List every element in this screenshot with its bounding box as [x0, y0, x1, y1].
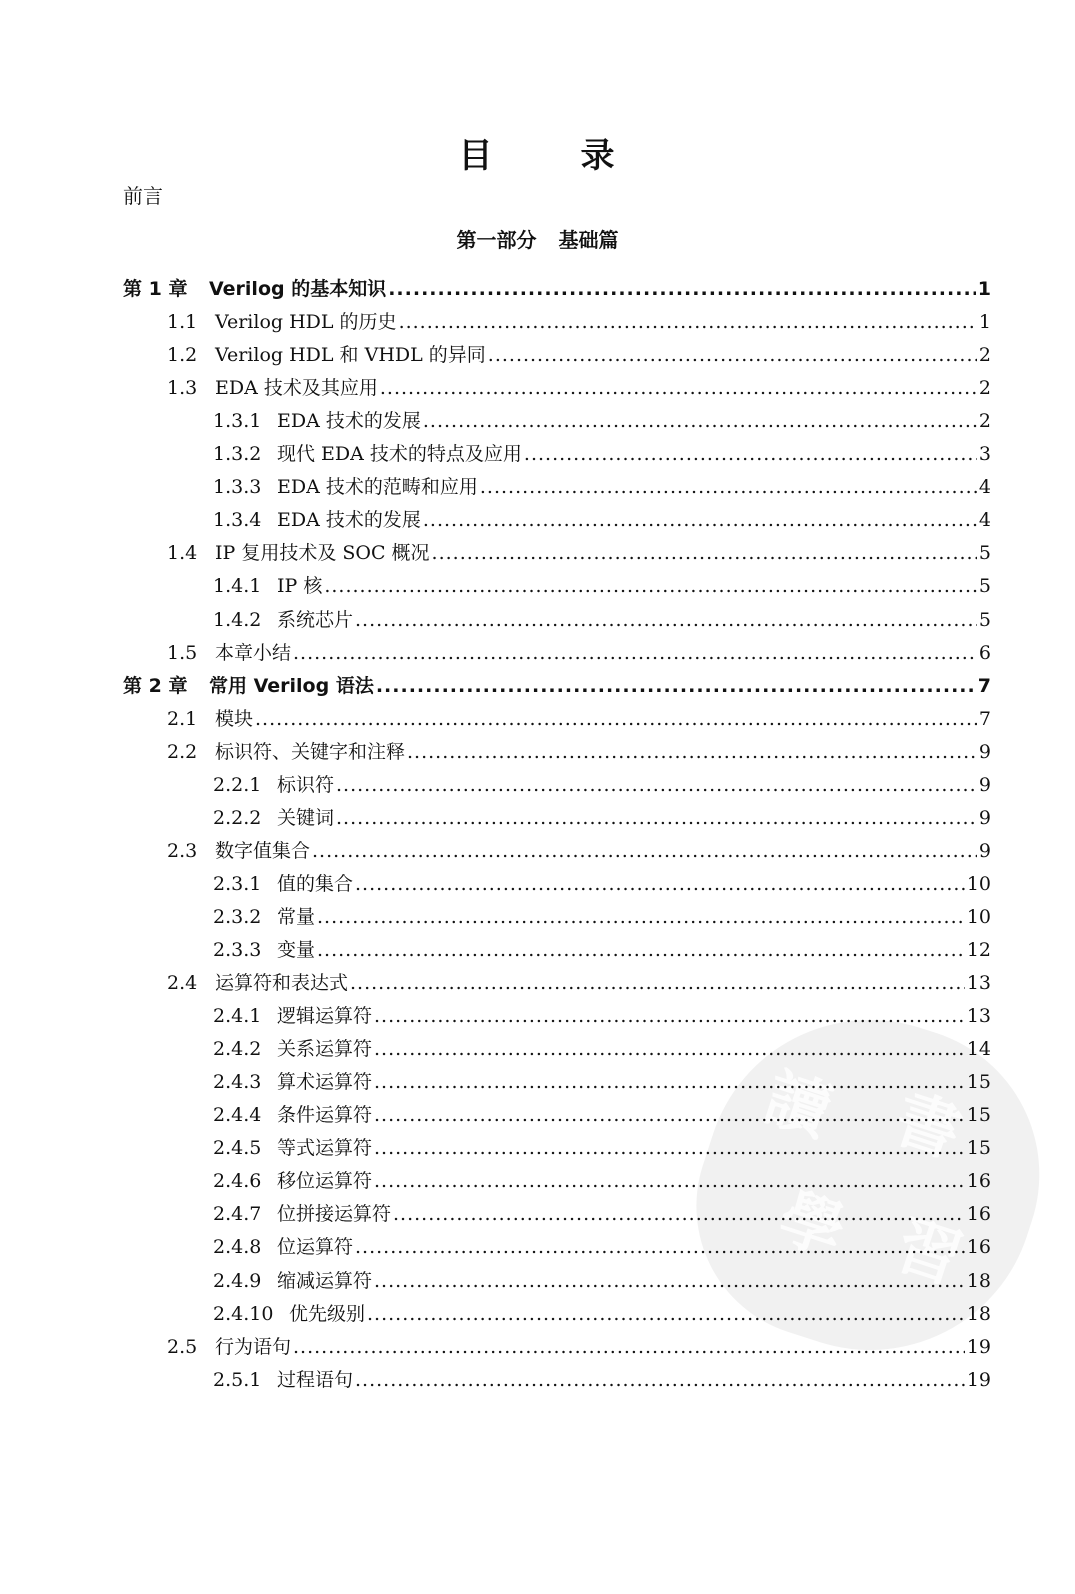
toc-entry-title: 标识符 — [277, 773, 335, 796]
page-title — [0, 128, 1075, 177]
toc-entry-subsection — [213, 1166, 991, 1196]
toc-entry-page: 2 — [978, 344, 991, 367]
toc-entry-page: 4 — [978, 509, 991, 532]
toc-entry-page: 19 — [966, 1335, 991, 1358]
toc-entry-subsection — [213, 869, 991, 899]
toc-dot-leader — [367, 1303, 965, 1325]
toc-entry-page: 1 — [978, 311, 991, 334]
toc-entry-number: 2.4.10 — [213, 1302, 274, 1325]
toc-dot-leader — [374, 1104, 965, 1126]
watermark-stamp: 讀 書 學 習 — [662, 977, 1075, 1393]
toc-entry-subsection — [213, 1034, 991, 1064]
toc-dot-leader — [480, 476, 977, 498]
toc-entry-title: 系统芯片 — [277, 608, 354, 631]
toc-entry-section — [167, 307, 991, 337]
toc-entry-page: 9 — [978, 806, 991, 829]
toc-entry-title: Verilog 的基本知识 — [209, 278, 387, 300]
toc-entry-number: 1.3.2 — [213, 443, 262, 466]
toc-entry-number: 2.2 — [167, 740, 198, 763]
toc-entry-page: 1 — [977, 278, 991, 300]
toc-entry-page: 15 — [966, 1104, 991, 1127]
toc-dot-leader — [317, 906, 965, 928]
toc-entry-number: 2.3 — [167, 839, 198, 862]
toc-dot-leader — [423, 509, 977, 531]
toc-entry-page: 16 — [966, 1236, 991, 1259]
toc-entry-title: 关键词 — [277, 806, 335, 829]
toc-dot-leader — [293, 1336, 965, 1358]
toc-entry-number: 2.4.7 — [213, 1203, 262, 1226]
toc-entry-page: 5 — [978, 575, 991, 598]
toc-entry-number: 2.4 — [167, 972, 198, 995]
toc-dot-leader — [393, 1203, 965, 1225]
toc-entry-title: 模块 — [215, 707, 254, 730]
toc-dot-leader — [293, 642, 977, 664]
toc-entry-number: 第 2 章 — [123, 674, 188, 697]
toc-entry-title: 位拼接运算符 — [277, 1203, 392, 1226]
toc-entry-page: 2 — [978, 410, 991, 433]
toc-entry-number: 2.4.3 — [213, 1071, 262, 1094]
toc-dot-leader — [376, 675, 976, 697]
toc-dot-leader — [399, 311, 977, 333]
toc-entry-number: 2.2.2 — [213, 806, 262, 829]
toc-entry-subsection — [213, 1232, 991, 1262]
toc-entry-subsection — [213, 1299, 991, 1329]
toc-entry-title: 行为语句 — [215, 1335, 292, 1358]
toc-dot-leader — [374, 1038, 965, 1060]
toc-dot-leader — [350, 972, 965, 994]
toc-entry-page: 15 — [966, 1071, 991, 1094]
toc-entry-page: 9 — [978, 839, 991, 862]
toc-entry-subsection — [213, 1001, 991, 1031]
toc-dot-leader — [374, 1071, 965, 1093]
toc-entry-section — [167, 836, 991, 866]
toc-entry-page: 9 — [978, 773, 991, 796]
toc-entry-title: 标识符、关键字和注释 — [215, 740, 406, 763]
toc-entry-page: 10 — [966, 905, 991, 928]
toc-dot-leader — [355, 873, 965, 895]
toc-entry-subsection — [213, 406, 991, 436]
toc-entry-subsection — [213, 803, 991, 833]
title-left: 目 — [458, 136, 495, 176]
toc-entry-page: 16 — [966, 1170, 991, 1193]
toc-entry-title: 等式运算符 — [277, 1137, 373, 1160]
toc-entry-page: 7 — [977, 674, 991, 697]
toc-entry-page: 13 — [966, 972, 991, 995]
toc-entry-title: Verilog HDL 和 VHDL 的异同 — [215, 344, 486, 367]
toc-dot-leader — [407, 741, 977, 763]
toc-entry-section — [167, 638, 991, 668]
toc-entry-number: 1.2 — [167, 344, 198, 367]
toc-entry-title: 位运算符 — [277, 1236, 354, 1259]
toc-dot-leader — [336, 774, 977, 796]
toc-dot-leader — [317, 939, 965, 961]
toc-dot-leader — [374, 1270, 965, 1292]
toc-entry-title: 变量 — [277, 939, 316, 961]
toc-entry-section — [167, 373, 991, 403]
toc-entry-number: 2.1 — [167, 707, 198, 730]
toc-entry-section — [167, 704, 991, 734]
toc-entry-subsection — [213, 1133, 991, 1163]
toc-entry-subsection — [213, 770, 991, 800]
toc-entry-title: EDA 技术的范畴和应用 — [277, 476, 478, 499]
toc-entry-number: 1.5 — [167, 641, 198, 664]
toc-entry-title: 优先级别 — [289, 1302, 366, 1325]
toc-entry-number: 2.4.6 — [213, 1170, 262, 1193]
toc-entry-subsection — [213, 1266, 991, 1296]
toc-entry-subsection — [213, 605, 991, 635]
toc-dot-leader — [355, 1236, 965, 1258]
toc-entry-number: 1.3 — [167, 377, 198, 400]
toc-entry-title: 条件运算符 — [277, 1104, 373, 1127]
toc-entry-number: 1.3.3 — [213, 476, 262, 499]
toc-entry-title: EDA 技术的发展 — [277, 509, 421, 532]
toc-entry-title: 现代 EDA 技术的特点及应用 — [277, 443, 522, 466]
toc-dot-leader — [355, 1369, 965, 1391]
toc-entry-subsection — [213, 1199, 991, 1229]
toc-entry-subsection — [213, 935, 991, 965]
toc-entry-title: 数字值集合 — [215, 839, 311, 862]
toc-entry-title: 常用 Verilog 语法 — [209, 674, 374, 697]
toc-entry-title: 过程语句 — [277, 1368, 354, 1391]
toc-dot-leader — [374, 1170, 965, 1192]
toc-entry-title: EDA 技术及其应用 — [215, 377, 378, 400]
part-number: 第一部分 — [456, 228, 537, 252]
toc-entry-chapter — [123, 274, 991, 304]
toc-dot-leader — [374, 1137, 965, 1159]
toc-entry-page: 12 — [966, 939, 991, 961]
toc-entry-number: 第 1 章 — [123, 278, 188, 300]
toc-entry-title: 算术运算符 — [277, 1071, 373, 1094]
preface-entry: 前言 — [123, 184, 163, 208]
toc-entry-page: 18 — [966, 1269, 991, 1292]
toc-dot-leader — [336, 807, 977, 829]
toc-dot-leader — [355, 609, 977, 631]
toc-entry-section — [167, 538, 991, 568]
toc-entry-number: 2.4.9 — [213, 1269, 262, 1292]
toc-entry-number: 2.3.3 — [213, 939, 262, 961]
toc-entry-page: 4 — [978, 476, 991, 499]
toc-entry-number: 2.4.1 — [213, 1005, 262, 1028]
toc-entry-title: 缩减运算符 — [277, 1269, 373, 1292]
toc-entry-title: 运算符和表达式 — [215, 972, 349, 995]
toc-entry-title: 逻辑运算符 — [277, 1005, 373, 1028]
toc-entry-title: 常量 — [277, 905, 316, 928]
toc-entry-subsection — [213, 1067, 991, 1097]
toc-entry-page: 5 — [978, 542, 991, 565]
toc-dot-leader — [488, 344, 977, 366]
toc-dot-leader — [423, 410, 977, 432]
toc-entry-page: 10 — [966, 872, 991, 895]
toc-entry-title: 关系运算符 — [277, 1038, 373, 1061]
toc-entry-page: 6 — [978, 641, 991, 664]
toc-entry-number: 2.3.1 — [213, 872, 262, 895]
toc-entry-number: 2.4.5 — [213, 1137, 262, 1160]
toc-entry-number: 2.3.2 — [213, 905, 262, 928]
toc-entry-subsection — [213, 1100, 991, 1130]
toc-entry-chapter — [123, 671, 991, 701]
toc-entry-subsection — [213, 571, 991, 601]
toc-entry-number: 2.4.8 — [213, 1236, 262, 1259]
toc-entry-subsection — [213, 902, 991, 932]
toc-entry-number: 1.3.4 — [213, 509, 262, 532]
toc-entry-page: 9 — [978, 740, 991, 763]
toc-entry-number: 1.4.1 — [213, 575, 262, 598]
toc-entry-page: 5 — [978, 608, 991, 631]
toc-dot-leader — [255, 708, 977, 730]
toc-dot-leader — [312, 840, 977, 862]
toc-dot-leader — [524, 443, 977, 465]
toc-entry-page: 14 — [966, 1038, 991, 1061]
toc-entry-number: 1.4 — [167, 542, 198, 565]
part-heading — [0, 224, 1075, 253]
toc-entry-page: 3 — [978, 443, 991, 466]
toc-entry-number: 2.4.4 — [213, 1104, 262, 1127]
toc-dot-leader — [432, 542, 977, 564]
toc-entry-number: 1.1 — [167, 311, 198, 334]
toc-entry-number: 1.4.2 — [213, 608, 262, 631]
toc-dot-leader — [374, 1005, 965, 1027]
toc-entry-subsection — [213, 472, 991, 502]
toc-entry-title: 移位运算符 — [277, 1170, 373, 1193]
toc-entry-page: 13 — [966, 1005, 991, 1028]
toc-entry-section — [167, 737, 991, 767]
toc-entry-number: 2.2.1 — [213, 773, 262, 796]
toc-entry-title: 本章小结 — [215, 641, 292, 664]
toc-entry-subsection — [213, 1365, 991, 1395]
toc-entry-subsection — [213, 439, 991, 469]
toc-entry-subsection — [213, 505, 991, 535]
toc-entry-page: 16 — [966, 1203, 991, 1226]
toc-entry-section — [167, 340, 991, 370]
toc-entry-section — [167, 1332, 991, 1362]
toc-entry-page: 7 — [978, 707, 991, 730]
toc-dot-leader — [380, 377, 977, 399]
toc-dot-leader — [324, 575, 977, 597]
toc-entry-section — [167, 968, 991, 998]
toc-entry-number: 2.5.1 — [213, 1368, 262, 1391]
toc-entry-page: 15 — [966, 1137, 991, 1160]
toc-entry-page: 18 — [966, 1302, 991, 1325]
toc-entry-page: 19 — [966, 1368, 991, 1391]
part-name: 基础篇 — [558, 228, 619, 252]
toc-dot-leader — [388, 278, 976, 300]
title-right: 录 — [580, 136, 617, 176]
toc-entry-number: 2.4.2 — [213, 1038, 262, 1061]
toc-entry-number: 1.3.1 — [213, 410, 262, 433]
toc-entry-title: IP 复用技术及 SOC 概况 — [215, 542, 430, 565]
toc-entry-page: 2 — [978, 377, 991, 400]
toc-entry-title: 值的集合 — [277, 872, 354, 895]
toc-entry-title: IP 核 — [277, 575, 323, 598]
toc-entry-number: 2.5 — [167, 1335, 198, 1358]
toc-entry-title: Verilog HDL 的历史 — [215, 311, 397, 334]
toc-entry-title: EDA 技术的发展 — [277, 410, 421, 433]
